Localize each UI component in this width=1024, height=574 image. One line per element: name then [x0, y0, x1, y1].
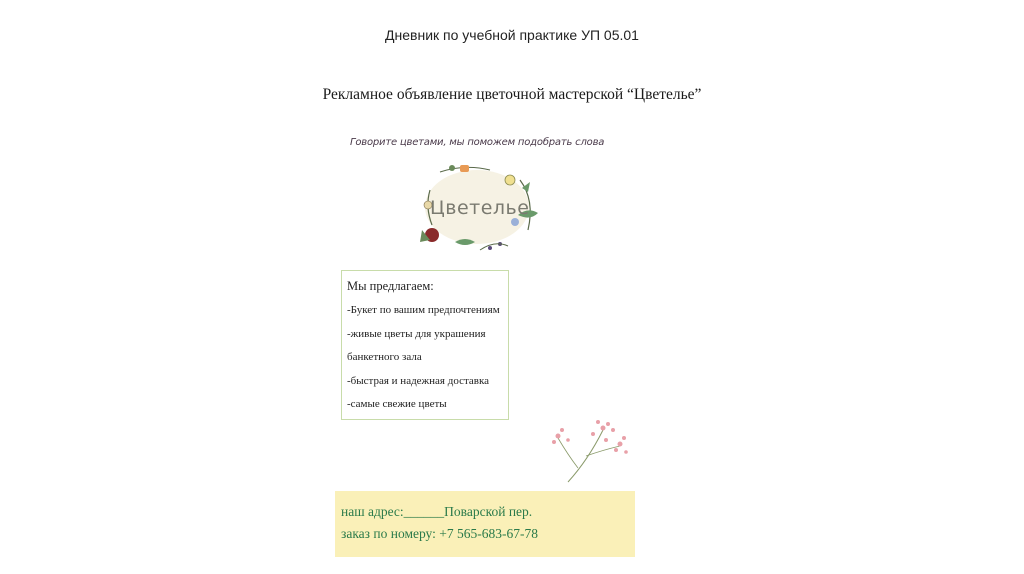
offer-item: -самые свежие цветы [347, 398, 447, 410]
logo-text: Цветелье [430, 197, 530, 219]
phone-line: заказ по номеру: +7 565-683-67-78 [341, 526, 538, 541]
flower-sprig-icon [548, 410, 633, 488]
offer-item: банкетного зала [347, 351, 422, 363]
offer-box [341, 270, 509, 420]
address-line: наш адрес:______Поварской пер. [341, 504, 533, 519]
ad-title: Рекламное объявление цветочной мастерской “Цветелье” [322, 86, 702, 103]
tagline: Говорите цветами, мы поможем подобрать слова [350, 137, 605, 148]
offer-item: -живые цветы для украшения [347, 327, 486, 340]
offer-item: -Букет по вашим предпочтениям [347, 304, 500, 316]
contact-box [335, 491, 635, 557]
offer-item: -быстрая и надежная доставка [347, 374, 490, 387]
offer-heading: Мы предлагаем: [347, 279, 434, 293]
slide-title: Дневник по учебной практике УП 05.01 [385, 27, 639, 43]
